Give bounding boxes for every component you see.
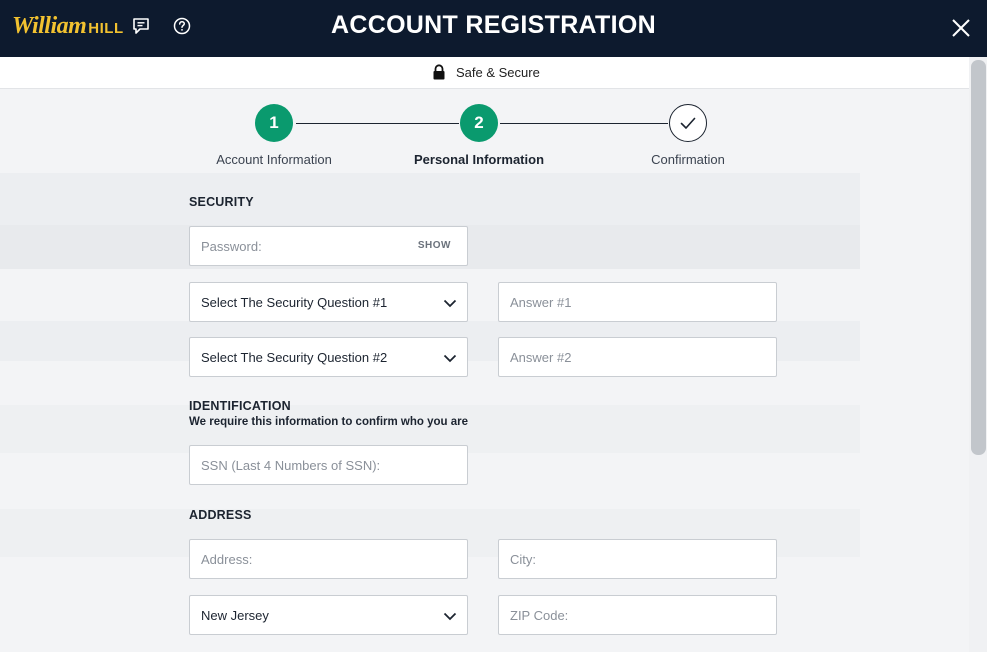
step-connector (296, 123, 459, 124)
select-value: Select The Security Question #1 (201, 295, 388, 310)
app-header (0, 0, 987, 57)
step-1-indicator: 1 (255, 104, 293, 142)
ghost-block (0, 173, 860, 225)
answer-1-field (498, 282, 777, 322)
address-field (189, 539, 468, 579)
address-heading: ADDRESS (189, 508, 252, 522)
chevron-down-icon (443, 296, 457, 310)
logo-script: William (12, 13, 87, 39)
select-value: Select The Security Question #2 (201, 350, 388, 365)
close-icon[interactable] (950, 17, 972, 39)
ssn-field (189, 445, 468, 485)
ssn-input[interactable] (190, 446, 467, 484)
secure-bar (0, 57, 987, 89)
step-3-label: Confirmation (651, 152, 725, 167)
security-question-2-select[interactable] (189, 337, 468, 377)
secure-text: Safe & Secure (456, 64, 540, 80)
answer-2-input[interactable] (499, 338, 776, 376)
lock-icon (432, 64, 446, 80)
chevron-down-icon (443, 351, 457, 365)
identification-heading: IDENTIFICATION (189, 399, 291, 413)
answer-1-input[interactable] (499, 283, 776, 321)
chevron-down-icon (443, 609, 457, 623)
step-connector (500, 123, 668, 124)
step-2-label: Personal Information (413, 152, 545, 167)
city-field (498, 539, 777, 579)
step-3-indicator (669, 104, 707, 142)
city-input[interactable] (499, 540, 776, 578)
step-1-label: Account Information (216, 152, 332, 167)
logo-block: HILL (88, 20, 124, 37)
zip-field (498, 595, 777, 635)
select-value: New Jersey (201, 608, 269, 623)
check-icon (678, 113, 698, 133)
page-title: ACCOUNT REGISTRATION (331, 11, 656, 39)
address-input[interactable] (190, 540, 467, 578)
step-2-indicator: 2 (460, 104, 498, 142)
state-select[interactable] (189, 595, 468, 635)
security-heading: SECURITY (189, 195, 254, 209)
show-password-button[interactable]: SHOW (417, 240, 451, 251)
security-question-1-select[interactable] (189, 282, 468, 322)
answer-2-field (498, 337, 777, 377)
zip-input[interactable] (499, 596, 776, 634)
secure-indicator (432, 64, 540, 80)
password-field (189, 226, 468, 266)
scrollbar-thumb[interactable] (971, 60, 986, 455)
identification-subheading: We require this information to confirm who you are (189, 416, 469, 428)
